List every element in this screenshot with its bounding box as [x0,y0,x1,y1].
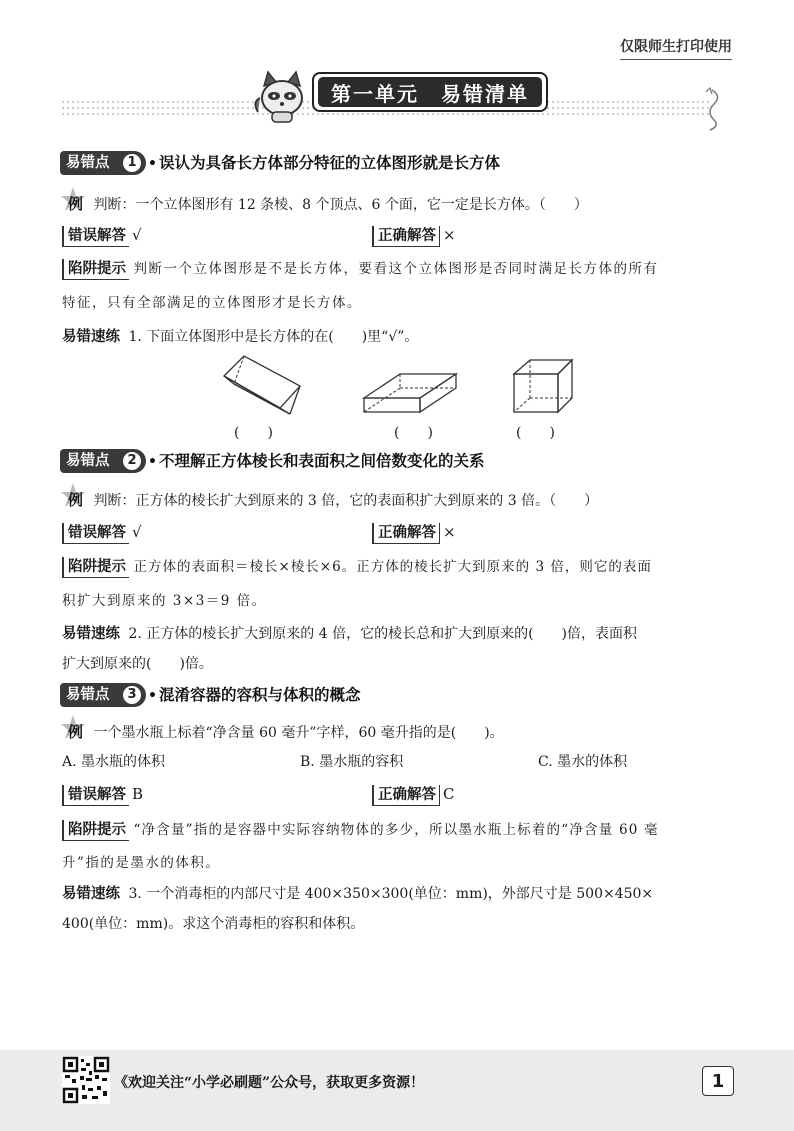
example-line [62,722,504,743]
example-label: 例 [68,195,84,213]
print-notice: 仅限师生打印使用 [620,36,732,60]
correct-answer-label: 正确解答 [372,523,440,544]
practice-line-2 [62,654,213,674]
example-line [62,490,598,511]
answer-blank[interactable]: ( ) [234,425,273,441]
trap-hint-line-2 [62,591,267,611]
error-point-title: • 混淆容器的容积与体积的概念 [148,683,360,708]
practice-text: 3. 一个消毒柜的内部尺寸是 400×350×300(单位：mm)，外部尺寸是 500×450× [128,886,654,902]
unit-title-banner [312,72,548,112]
error-point-2-bar [60,449,740,473]
option-b: B. 墨水瓶的容积 [300,754,404,770]
wrong-answer-label: 错误解答 [62,523,129,544]
trap-hint-line-2 [62,853,220,873]
correct-answer: × [443,523,456,541]
swirl-decoration-icon [700,86,724,132]
correct-answer-row [372,225,456,247]
correct-answer: C [443,785,455,803]
error-point-title: • 误认为具备长方体部分特征的立体图形就是长方体 [148,151,500,176]
practice-line [62,884,653,904]
trap-hint-text: “净含量”指的是容器中实际容纳物体的多少，所以墨水瓶上标着的“净含量 60 毫 [133,822,659,838]
wrong-answer: √ [132,523,142,541]
practice-label: 易错速练 [62,886,120,902]
cuboid-figure [510,356,576,416]
answer-blank[interactable]: ( ) [394,425,433,441]
error-point-number: 2 [123,452,141,470]
practice-text: 2. 正方体的棱长扩大到原来的 4 倍，它的棱长总和扩大到原来的( )倍，表面积 [128,626,637,642]
example-text: 判断：一个立体图形有 12 条棱、8 个顶点、6 个面，它一定是长方体。（ ） [93,197,588,213]
example-line [62,194,588,215]
slanted-prism-figure [220,354,304,416]
practice-line [62,327,418,347]
wrong-answer-row [62,784,143,806]
option-c: C. 墨水的体积 [538,754,628,770]
error-point-3-bar [60,683,740,707]
practice-label: 易错速练 [62,626,120,642]
qr-code-icon[interactable] [62,1056,110,1104]
trap-hint-text: 正方体的表面积＝棱长×棱长×6。正方体的棱长扩大到原来的 3 倍，则它的表面 [133,559,652,575]
correct-answer-row [372,522,456,544]
practice-line-2 [62,914,364,934]
correct-answer-label: 正确解答 [372,785,440,806]
trap-hint-line-1 [62,820,659,841]
answer-blank[interactable]: ( ) [516,425,555,441]
correct-answer: × [443,226,456,244]
example-text: 判断：正方体的棱长扩大到原来的 3 倍，它的表面积扩大到原来的 3 倍。（ ） [93,493,599,509]
example-label: 例 [68,491,84,509]
error-point-tag: 易错点 3 [60,683,146,707]
error-point-number: 3 [123,686,141,704]
correct-answer-row [372,784,454,806]
trap-hint-text: 升”指的是墨水的体积。 [62,855,221,871]
example-text: 一个墨水瓶上标着“净含量 60 毫升”字样，60 毫升指的是( )。 [93,725,504,741]
unit-title: 第一单元 易错清单 [318,77,542,107]
wrong-answer-row [62,522,142,544]
trap-hint-text: 判断一个立体图形是不是长方体，要看这个立体图形是否同时满足长方体的所有 [133,261,659,277]
error-point-number: 1 [123,154,141,172]
trap-hint-line-2 [62,293,362,313]
option-a: A. 墨水瓶的体积 [62,754,166,770]
wrong-answer: √ [132,226,142,244]
error-point-tag: 易错点 1 [60,151,146,175]
error-point-tag: 易错点 2 [60,449,146,473]
practice-text: 400(单位：mm)。求这个消毒柜的容积和体积。 [62,916,365,932]
practice-text: 扩大到原来的( )倍。 [62,656,213,672]
solid-figures [216,354,586,441]
raccoon-mascot-icon [250,68,312,124]
trap-hint-label: 陷阱提示 [62,557,129,578]
practice-line [62,624,637,644]
parallelepiped-figure [360,368,460,416]
wrong-answer-label: 错误解答 [62,226,129,247]
correct-answer-label: 正确解答 [372,226,440,247]
wrong-answer-label: 错误解答 [62,785,129,806]
trap-hint-label: 陷阱提示 [62,259,129,280]
trap-hint-text: 特征，只有全部满足的立体图形才是长方体。 [62,295,362,311]
footer-promo-text: 《欢迎关注“小学必刷题”公众号，获取更多资源！ [114,1075,425,1091]
trap-hint-text: 积扩大到原来的 3×3＝9 倍。 [62,593,267,609]
trap-hint-line-1 [62,557,652,578]
error-point-title: • 不理解正方体棱长和表面积之间倍数变化的关系 [148,449,484,474]
wrong-answer-row [62,225,142,247]
practice-label: 易错速练 [62,329,120,345]
wrong-answer: B [132,785,144,803]
trap-hint-label: 陷阱提示 [62,820,129,841]
example-label: 例 [68,723,84,741]
practice-text: 1. 下面立体图形中是长方体的在( )里“√”。 [128,329,419,345]
trap-hint-line-1 [62,259,658,280]
page-number: 1 [702,1066,734,1096]
error-point-1-bar [60,151,740,175]
